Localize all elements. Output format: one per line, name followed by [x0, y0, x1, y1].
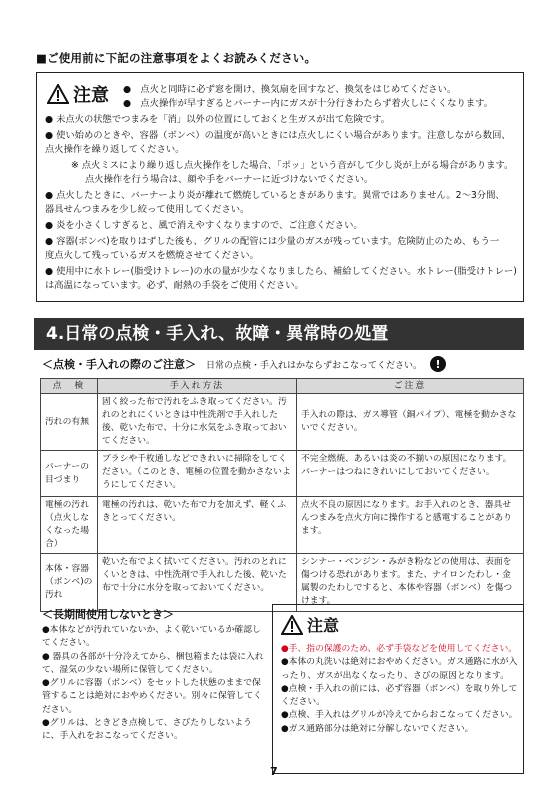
section-title: 4.日常の点検・手入れ、故障・異常時の処置 [34, 318, 524, 350]
table-header: ご注意 [297, 379, 524, 394]
table-header: 手入れ方法 [98, 379, 297, 394]
table-cell: 汚れの有無 [41, 394, 98, 451]
long-term-heading: ＜長期間使用しないとき＞ [42, 608, 174, 621]
caution-line: 点火操作を繰り返してください。 [45, 144, 185, 155]
list-item: ●グリルに容器（ボンベ）をセットした状態のままで保管することは絶対におやめください。別々に保管してください。 [42, 678, 262, 715]
table-row [41, 394, 524, 451]
exclamation-icon: ! [430, 356, 446, 372]
list-item: ●グリルは、ときどき点検して、さびたりしないように、手入れをおこなってください。 [42, 718, 252, 742]
caution-2-list [281, 643, 521, 736]
table-cell: 手入れの際は、ガス導管（銅パイプ）、電極を動かさないでください。 [297, 394, 524, 451]
caution-line: ● 未点火の状態でつまみを「消」以外の位置にしておくと生ガスが出て危険です。 [45, 114, 391, 125]
long-term-list [42, 624, 264, 744]
caution-line: 器具せんつまみを少し絞って使用してください。 [45, 204, 250, 215]
sub-note: 日常の点検・手入れはかならずおこなってください。 [206, 360, 423, 371]
caution-box-2 [272, 604, 524, 774]
caution-line: ● 使用中に水トレー(脂受けトレー)の水の量が少なくなりましたら、補給してください。水トレー(脂受けトレー) [45, 266, 517, 277]
list-item: ●本体の丸洗いは絶対におやめください。ガス通路に水が入ったり、ガスが出なくなったり、さびの原因となります。 [281, 657, 518, 681]
caution-line: ● 炎を小さくしすぎると、風で消えやすくなりますので、ご注意ください。 [45, 220, 363, 231]
caution-line: ● 点火と同時に必ず窓を開け、換気扇を回すなど、換気をはじめてください。 [123, 84, 457, 95]
table-cell: 不完全燃焼、あるいは炎の不揃いの原因になります。バーナーはつねにきれいにしておいてください。 [297, 451, 524, 497]
table-cell: 点火不良の原因になります。お手入れのとき、器具せんつまみを点火方向に操作すると感電することがあります。 [297, 497, 524, 554]
table-header: 点 検 [41, 379, 98, 394]
caution-note: ※ 点火ミスにより繰り返し点火操作をした場合、「ポッ」という音がして少し炎が上がる場合があります。 [71, 160, 514, 171]
caution-line: 度点火して残っているガスを燃焼させてください。 [45, 250, 259, 261]
caution-line: ● 容器(ボンベ)を取りはずした後も、グリルの配管には少量のガスが残っています。危険防止のため、もう一 [45, 236, 500, 247]
sub-heading: ＜点検・手入れの際のご注意＞ [42, 358, 196, 371]
table-cell: 電極の汚れは、乾いた布で力を加えず、軽くふきとってください。 [98, 497, 297, 554]
list-item: ● 器具の各部が十分冷えてから、梱包箱または袋に入れて、湿気の少ない場所に保管してください。 [42, 651, 264, 675]
list-item: ●ガス通路部分は絶対に分解しないでください。 [281, 723, 474, 734]
table-row [41, 554, 524, 612]
caution-box [36, 72, 524, 302]
warning-triangle-icon [47, 84, 69, 104]
caution-line: ● 点火操作が早すぎるとバーナー内にガスが十分行きわたらず着火しにくくなります。 [123, 98, 493, 109]
sub-heading-row [42, 356, 446, 372]
caution-line: は高温になっています。必ず、耐熱の手袋をご使用ください。 [45, 280, 304, 291]
list-item: ●点検、手入れはグリルが冷えてからおこなってください。 [281, 710, 518, 721]
caution-note: 点火操作を行う場合は、顔や手をバーナーに近づけないでください。 [85, 174, 374, 185]
table-cell: 本体・容器（ボンベ)の汚れ [41, 554, 98, 612]
table-header-row [41, 379, 524, 394]
maintenance-table [40, 378, 524, 612]
warning-triangle-icon [281, 615, 303, 635]
caution-label-2: 注意 [307, 616, 340, 635]
table-cell: 電極の汚れ（点火しなくなった場合） [41, 497, 98, 554]
list-item: ●手、指の保護のため、必ず手袋などを使用してください。 [281, 644, 518, 654]
list-item: ●点検・手入れの前には、必ず容器（ボンベ）を取り外してください。 [281, 683, 518, 708]
list-item: ●本体などが汚れていないか、よく乾いているか確認してください。 [42, 625, 261, 649]
table-cell: ブラシや千枚通しなどできれいに掃除をしてください。（このとき、電極の位置を動かさないようにしてください。 [98, 451, 297, 497]
top-heading: ■ご使用前に下記の注意事項をよくお読みください。 [36, 51, 317, 65]
caution-line: ● 使い始めのときや、容器（ボンベ）の温度が高いときには点火しにくい場合があります。注意しながら数回、 [45, 130, 511, 141]
caution-line: ● 点火したときに、バーナーより炎が離れて燃焼しているときがあります。異常ではありません。2〜3分間、 [45, 190, 505, 201]
page-number: 7 [270, 765, 278, 778]
table-cell: バーナーの目づまり [41, 451, 98, 497]
table-cell: シンナー・ベンジン・みがき粉などの使用は、表面を傷つける恐れがあります。また、ナイロンたわし・金属製のたわしですると、本体や容器（ボンベ）を傷つけます。 [297, 554, 524, 612]
table-row [41, 451, 524, 497]
caution-badge [47, 81, 109, 107]
table-cell: 乾いた布でよく拭いてください。汚れのとれにくいときは、中性洗剤で手入れした後、乾いた布で十分に水分を取っておいてください。 [98, 554, 297, 612]
caution-label: 注意 [73, 85, 109, 106]
table-row [41, 497, 524, 554]
caution-badge-2 [281, 613, 339, 636]
table-cell: 固く絞った布で汚れをふき取ってください。汚れのとれにくいときは中性洗剤で手入れした後、乾いた布で、十分に水気をふき取っておいてください。 [98, 394, 297, 451]
